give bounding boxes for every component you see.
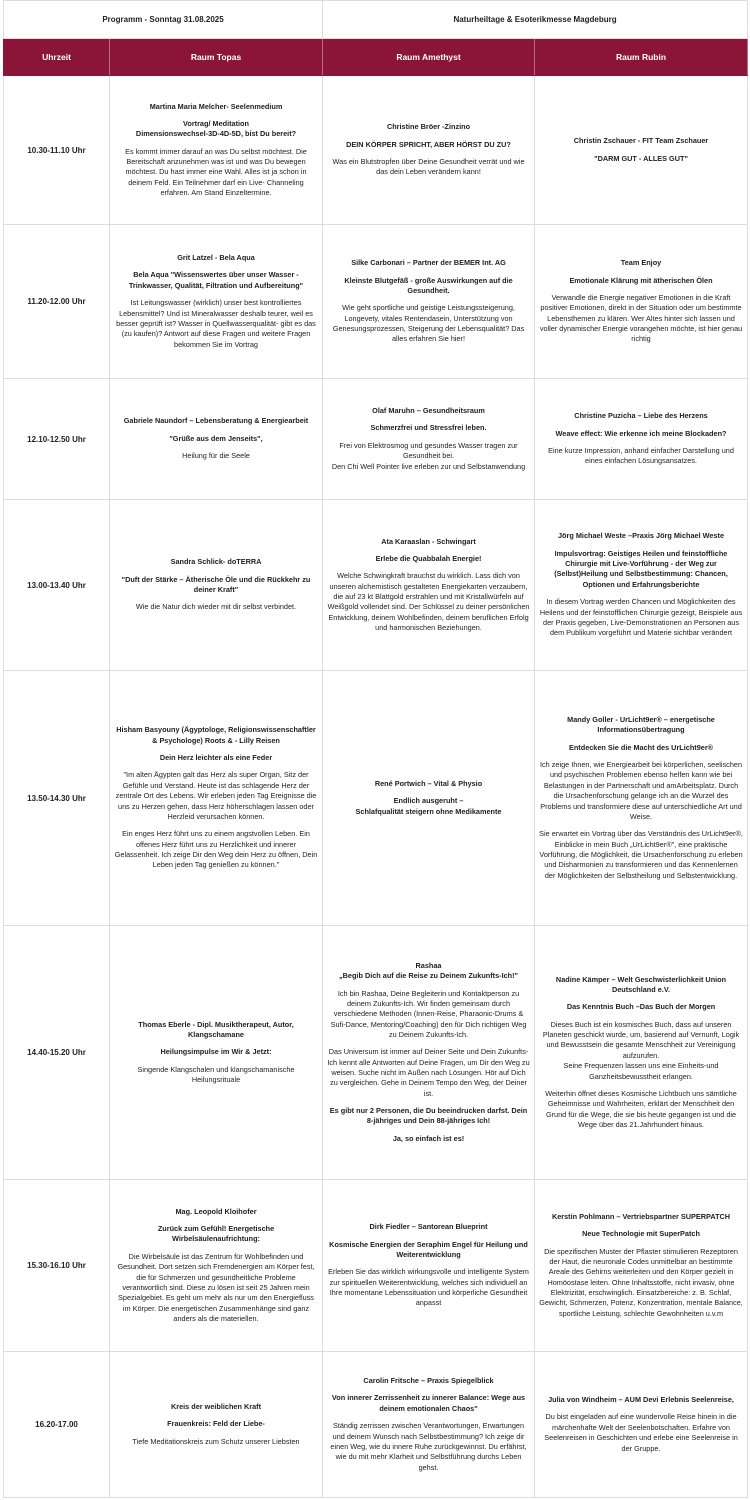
session-rubin bbox=[535, 671, 748, 926]
session-description: Ich bin Rashaa, Deine Begleiterin und Kontaktperson zu deinem Zukunfts-Ich. Wir finden gemeinsam durch verschiedene Methoden (Innen-Reise, Pharaonic-Drums & Sufi-Dance, Mentoring/Coaching) den für Dich richtigen Weg zu Deinem Zukunfts-Ich. bbox=[330, 988, 527, 1039]
session-topas bbox=[110, 500, 323, 671]
speaker: Olaf Maruhn – Gesundheitsraum bbox=[372, 406, 485, 416]
session-description: Ich zeige Ihnen, wie Energiearbeit bei körperlichen, seelischen und psychischen Problemen ebenso helfen kann wie bei Belastungen in der Partnerschaft und amArbeitsplatz. Durch die Ursachenforschung gelange ich an die Wurzel des Problems und transformiere diese auf unterschiedliche Art und Weise. bbox=[540, 760, 743, 821]
session-description: Eine kurze Impression, anhand einfacher Darstellung und eines einfachen Lösungsansatzes. bbox=[548, 446, 734, 466]
time-slot: 12.10-12.50 Uhr bbox=[4, 379, 110, 500]
session-highlight: Es gibt nur 2 Personen, die Du beeindrucken darfst. Dein 8-jähriges und Dein 88-jähriges Ich! bbox=[329, 1106, 528, 1126]
speaker: Christine Bröer -Zinzino bbox=[386, 122, 471, 132]
session-title: Weave effect: Wie erkenne ich meine Blockaden? bbox=[555, 428, 727, 438]
session-rubin bbox=[535, 76, 748, 225]
table-row bbox=[4, 379, 748, 500]
session-title: Entdecken Sie die Macht des UrLicht9er® bbox=[568, 742, 714, 752]
session-topas bbox=[110, 926, 323, 1180]
session-title: Impulsvortrag: Geistiges Heilen und feinstoffliche Chirurgie mit Live-Vorführung - der Weg zur (Selbst)Heilung und Selbstbestimmung: Chancen, Optionen und Erfahrungsberichte bbox=[554, 548, 728, 589]
session-description: Welche Schwingkraft brauchst du wirklich. Lass dich von unseren alchemistisch gestalteten Energiekarten verzaubern, die auf 23 kt Blattgold erstrahlen und mit Kristallwürfeln auf Weißgold vollendet sind. Der Schlüssel zu deiner persönlichen Entwicklung, deinem Wohlbefinden, deinem beruflichen Erfolg und harmonischen Beziehungen. bbox=[327, 571, 530, 633]
speaker: Carolin Fritsche – Praxis Spiegelblick bbox=[363, 1376, 494, 1386]
time-slot: 11.20-12.00 Uhr bbox=[4, 225, 110, 379]
session-title: Vortrag/ Meditation Dimensionswechsel-3D-4D-5D, bist Du bereit? bbox=[135, 118, 297, 139]
session-title: Kosmische Energien der Seraphim Engel für Heilung und Weiterentwicklung bbox=[329, 1239, 528, 1259]
table-row bbox=[4, 926, 748, 1180]
speaker: Nadine Kämper – Welt Geschwisterlichkeit Union Deutschland e.V. bbox=[555, 974, 727, 995]
session-title: Endlich ausgeruht – Schlafqualität steigern ohne Medikamente bbox=[355, 796, 502, 816]
column-header-topas: Raum Topas bbox=[110, 39, 323, 76]
program-date: Programm - Sonntag 31.08.2025 bbox=[4, 1, 323, 39]
session-amethyst bbox=[323, 671, 535, 926]
session-amethyst bbox=[323, 500, 535, 671]
speaker: Jörg Michael Weste –Praxis Jörg Michael Weste bbox=[558, 531, 725, 541]
session-rubin bbox=[535, 1180, 748, 1352]
session-rubin bbox=[535, 225, 748, 379]
speaker: Kerstin Pohlmann – Vertriebspartner SUPERPATCH bbox=[551, 1211, 731, 1221]
session-description: Verwandle die Energie negativer Emotionen in die Kraft positiver Emotionen, direkt in der Situation oder um bestimmte Lebensthemen zu klären. Wer Altes hinter sich lassen und voller dynamischer Energie vorangehen möchte, ist hier genau richtig bbox=[539, 292, 743, 344]
speaker: Christine Puzicha – Liebe des Herzens bbox=[574, 411, 708, 421]
session-description: Wie geht sportliche und geistige Leistungssteigerung, Longevety, vitales Rentendasein, Unterstützung von Genesungsprozessen, Steigerung der Lebensqualität? Das alles erfahren Sie hier! bbox=[332, 303, 525, 344]
session-rubin bbox=[535, 926, 748, 1180]
session-description: Das Universum ist immer auf Deiner Seite und Dein Zukunfts-Ich kennt alle Antworten auf Deine Fragen, um Dir den Weg zu weisen. Suche nicht im Außen nach Lösungen. Hör auf Dich zu vergleichen. Gehe in Deinem Tempo den Weg, der Deiner ist. bbox=[327, 1047, 530, 1098]
speaker: Grit Latzel - Bela Aqua bbox=[177, 253, 255, 263]
column-header-row bbox=[4, 39, 748, 76]
session-title: Dein Herz leichter als eine Feder bbox=[159, 753, 273, 763]
session-title: Erlebe die Quabbalah Energie! bbox=[375, 553, 482, 563]
session-description: Was ein Blutstropfen über Deine Gesundheit verrät und wie das dein Leben verändern kann! bbox=[332, 157, 525, 177]
speaker: Martina Maria Melcher- Seelenmedium bbox=[149, 101, 283, 111]
speaker: Sandra Schlick- doTERRA bbox=[170, 557, 262, 567]
session-title: "Grüße aus dem Jenseits", bbox=[169, 433, 263, 443]
speaker: Thomas Eberle - Dipl. Musiktherapeut, Autor, Klangschamane bbox=[138, 1019, 294, 1039]
program-table bbox=[3, 0, 748, 1498]
session-title: Von innerer Zerrissenheit zu innerer Balance: Wege aus deinem emotionalen Chaos" bbox=[331, 1393, 526, 1413]
session-title: Heilungsimpulse im Wir & Jetzt: bbox=[160, 1047, 272, 1057]
session-rubin bbox=[535, 500, 748, 671]
session-topas bbox=[110, 671, 323, 926]
session-description: Singende Klangschalen und klangschamanische Heilungsrituale bbox=[137, 1064, 295, 1085]
session-highlight: Ja, so einfach ist es! bbox=[392, 1133, 465, 1143]
session-description: Es kommt immer darauf an was Du selbst möchtest. Die Bereitschaft anzunehmen was ist und was Du bewegen möchtest. Du hast immer eine Wahl. Alles ist ja schon in deinem Feld. Ein Teilnehmer darf ein Live- Channeling erfahren. Am Stand Einzeltermine. bbox=[125, 146, 307, 198]
session-amethyst bbox=[323, 379, 535, 500]
speaker: Kreis der weiblichen Kraft bbox=[170, 1401, 262, 1411]
session-topas bbox=[110, 379, 323, 500]
speaker: Gabriele Naundorf – Lebensberatung & Energiearbeit bbox=[123, 416, 309, 426]
session-title: Schmerzfrei und Stressfrei leben. bbox=[370, 423, 487, 433]
session-amethyst bbox=[323, 225, 535, 379]
speaker: Christin Zschauer - FIT Team Zschauer bbox=[573, 136, 709, 146]
time-slot: 16.20-17.00 bbox=[4, 1352, 110, 1498]
session-title: Bela Aqua "Wissenswertes über unser Wasser - Trinkwasser, Qualität, Filtration und Aufbereitung" bbox=[128, 270, 304, 290]
table-row bbox=[4, 76, 748, 225]
speaker: Mag. Leopold Kloihofer bbox=[175, 1206, 257, 1216]
session-title: Kleinste Blutgefäß - große Auswirkungen auf die Gesundheit. bbox=[344, 275, 513, 295]
session-rubin bbox=[535, 1352, 748, 1498]
session-description: In diesem Vortrag werden Chancen und Möglichkeiten des Heilens und der feinstofflichen Chirurgie gezeigt, Beispiele aus der Praxis gegeben, Live-Demonstrationen an Personen aus dem Publikum vorgeführt und Materie sichtbar verändert bbox=[539, 597, 743, 638]
speaker: Ata Karaaslan - Schwingart bbox=[381, 536, 476, 546]
time-slot: 10.30-11.10 Uhr bbox=[4, 76, 110, 225]
session-description: "Im alten Ägypten galt das Herz als super Organ, Sitz der Gefühle und Verstand. Heute ist das schlagende Herz der zentrale Ort des Lebens. Wir erleben jeden Tag Ereignisse die uns zu Herzen gehen, dass Herz höherschlagen lassen oder Herzleid verursachen können. bbox=[115, 770, 317, 821]
session-topas bbox=[110, 1352, 323, 1498]
session-description: Ein enges Herz führt uns zu einem angstvollen Leben. Ein offenes Herz führt uns zu Herzlichkeit und innerer Gelassenheit. Ich zeige Dir den Weg dein Herz zu öffnen, Dein Leben jeden Tag genießen zu können." bbox=[114, 829, 318, 870]
table-row bbox=[4, 671, 748, 926]
time-slot: 13.50-14.30 Uhr bbox=[4, 671, 110, 926]
session-description: Die spezifischen Muster der Pflaster stimulieren Rezeptoren der Haut, die neuronale Codes unmittelbar an bestimmte Areale des Gehirns weiterleiten und den Körper gezielt in Homöostase leiten. Ohne Inhaltsstoffe, nicht invasiv, ohne Elektrizität, erschwinglich. Einsatzbereiche: z. B. Schlaf, Gewicht, Schmerzen, Potenz, Konzentration, mentale Balance, sportliche Leistung, schlechte Gewohnheiten u.v.m bbox=[539, 1246, 743, 1318]
session-description: Heilung für die Seele bbox=[182, 451, 250, 461]
session-description: Dieses Buch ist ein kosmisches Buch, dass auf unseren Planeten geschickt wurde, um, basierend auf Vernunft, Logik und Bewusstsein die gesamte Menschheit zur Vereinigung aufzurufen. Seine Frequenzen lassen uns eine Einheits-und Ganzheitsbewusstheit erlangen. bbox=[542, 1019, 740, 1081]
session-amethyst bbox=[323, 1180, 535, 1352]
session-description: Tiefe Meditationskreis zum Schutz unserer Liebsten bbox=[132, 1436, 300, 1446]
column-header-rubin: Raum Rubin bbox=[535, 39, 748, 76]
speaker: René Portwich – Vital & Physio bbox=[374, 778, 483, 788]
session-title: "Duft der Stärke – Ätherische Öle und die Rückkehr zu deiner Kraft" bbox=[121, 574, 311, 594]
table-row bbox=[4, 1180, 748, 1352]
speaker: Silke Carbonari – Partner der BEMER Int. AG bbox=[351, 258, 506, 268]
table-row bbox=[4, 1352, 748, 1498]
session-title: Neue Technologie mit SuperPatch bbox=[582, 1229, 700, 1239]
session-amethyst bbox=[323, 1352, 535, 1498]
session-description: Du bist eingeladen auf eine wundervolle Reise hinein in die märchenhafte Welt der Seelenbotschaften. Erfahre von Seelenreisen in Geschichten und erlebe eine Seelenreise in der Gruppe. bbox=[544, 1412, 738, 1453]
table-row bbox=[4, 225, 748, 379]
time-slot: 14.40-15.20 Uhr bbox=[4, 926, 110, 1180]
speaker: Julia von Windheim – AUM Devi Erlebnis Seelenreise, bbox=[548, 1395, 734, 1405]
session-amethyst bbox=[323, 76, 535, 225]
event-name: Naturheiltage & Esoterikmesse Magdeburg bbox=[323, 1, 748, 39]
session-description: Wie die Natur dich wieder mit dir selbst verbindet. bbox=[135, 602, 297, 612]
session-description: Ständig zerrissen zwischen Verantwortungen, Erwartungen und deinem Wunsch nach Selbstbestimmung? Ich zeige dir einen Weg, wie du innere Ruhe zurückgewinnst. Du erfährst, wie du mit mehr Klarheit und Selbstführung durchs Leben gehst. bbox=[330, 1421, 527, 1472]
table-row bbox=[4, 500, 748, 671]
speaker: Dirk Fiedler – Santorean Blueprint bbox=[369, 1222, 488, 1232]
session-description: Weiterhin öffnet dieses Kosmische Lichtbuch uns sämtliche Geheimnisse und Wahrheiten, erklärt der Menschheit den Grund für die Wege, die sie bis heute gegangen ist und die Wege über das 21.Jahrhundert hinaus. bbox=[545, 1088, 737, 1129]
session-topas bbox=[110, 225, 323, 379]
time-slot: 15.30-16.10 Uhr bbox=[4, 1180, 110, 1352]
column-header-time: Uhrzeit bbox=[4, 39, 110, 76]
session-topas bbox=[110, 1180, 323, 1352]
session-rubin bbox=[535, 379, 748, 500]
session-description: Erleben Sie das wirklich wirkungsvolle und intelligente System zur spirituellen Weiterentwicklung, welches sich individuell an Ihre momentane Lebenssituation und körperliche Gesundheit anpasst bbox=[328, 1267, 529, 1308]
speaker: Hisham Basyouny (Ägyptologe, Religionswissenschaftler & Psychologe) Roots & - Lilly Reisen bbox=[116, 725, 316, 745]
column-header-amethyst: Raum Amethyst bbox=[323, 39, 535, 76]
session-description: Ist Leitungswasser (wirklich) unser best kontrolliertes Lebensmittel? Und ist Mineralwasser deshalb teurer, weil es besser geprüft ist? Wasser in Quellwasserqualität- gibt es das (zu kaufen)? Antwort auf diese Fragen und weitere Fragen bekommen Sie im Vortrag bbox=[116, 298, 316, 349]
session-title: Emotionale Klärung mit ätherischen Ölen bbox=[569, 275, 713, 285]
time-slot: 13.00-13.40 Uhr bbox=[4, 500, 110, 671]
program-header-row bbox=[4, 1, 748, 39]
session-title: "DARM GUT - ALLES GUT" bbox=[594, 153, 688, 163]
session-description: Die Wirbelsäule ist das Zentrum für Wohlbefinden und Gesundheit. Dort setzen sich Fremdenergien am Körper fest, die für Schmerzen und gesundheitliche Probleme verantwortlich sind. Diese zu lösen ist seit 25 Jahren mein Spezialgebiet. Es geht um mehr als nur um den Energiefluss im Körper. Die energetischen Zusammenhänge sind ganz anders als die materiellen. bbox=[117, 1251, 315, 1323]
session-title: Das Kenntnis Buch –Das Buch der Morgen bbox=[566, 1002, 716, 1012]
session-title: DEIN KÖRPER SPRICHT, ABER HÖRST DU ZU? bbox=[346, 139, 511, 149]
speaker: Team Enjoy bbox=[620, 258, 662, 268]
session-topas bbox=[110, 76, 323, 225]
session-description: Frei von Elektrosmog und gesundes Wasser tragen zur Gesundheit bei. Den Chi Well Pointer live erleben zur und Selbstanwendung bbox=[331, 440, 526, 471]
speaker: Rashaa „Begib Dich auf die Reise zu Deinem Zukunfts-Ich!" bbox=[339, 960, 519, 981]
speaker: Mandy Goller - UrLicht9er® – energetische Informationsübertragung bbox=[567, 714, 715, 735]
session-title: Zurück zum Gefühl! Energetische Wirbelsäulenaufrichtung: bbox=[157, 1224, 275, 1244]
session-description: Sie erwartet ein Vortrag über das Verständnis des UrLicht9er®, Einblicke in mein Buch „UrLicht9er®", eine praktische Vorführung, die Möglichkeit, die Ursachenforschung zu erleben und Disharmonien zu transformieren und das Kennenlernen der Möglichkeiten der Selbstheilung und Selbstentwicklung. bbox=[539, 829, 743, 880]
session-amethyst bbox=[323, 926, 535, 1180]
session-title: Frauenkreis: Feld der Liebe- bbox=[167, 1419, 265, 1429]
